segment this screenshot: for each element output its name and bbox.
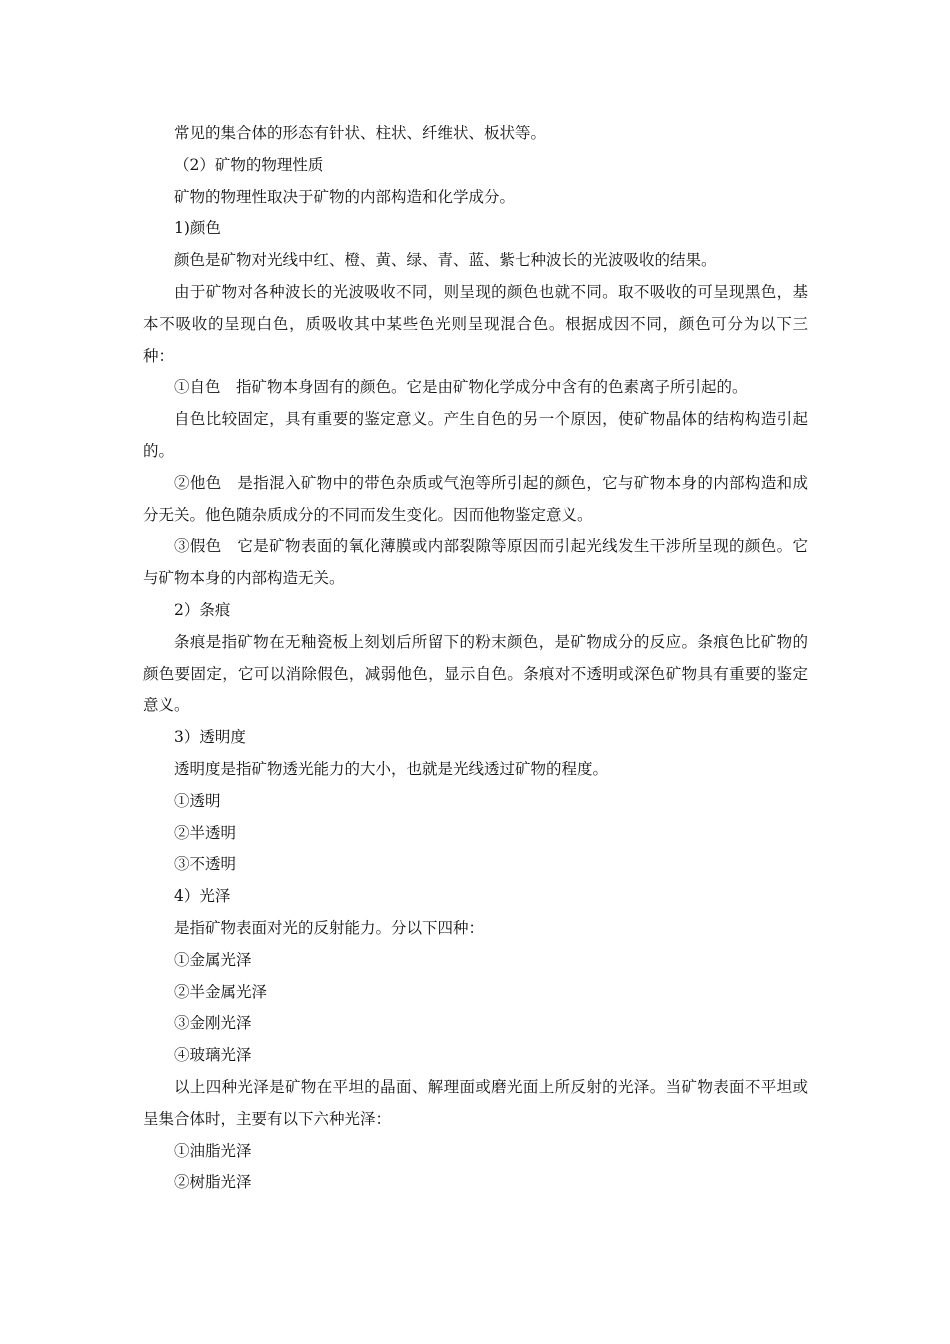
list-item-submetallic-luster: ②半金属光泽: [174, 982, 268, 1001]
list-item-greasy-luster: ①油脂光泽: [174, 1141, 252, 1160]
list-item-adamantine-luster: ③金刚光泽: [174, 1014, 252, 1033]
paragraph-luster-summary: 以上四种光泽是矿物在平坦的晶面、解理面或磨光面上所反射的光泽。当矿物表面不平坦或呈集合体时，主要有以下六种光泽：: [143, 1077, 808, 1128]
list-item-opaque: ③不透明: [174, 855, 237, 874]
heading-physical-properties: （2）矿物的物理性质: [174, 155, 324, 174]
heading-streak: 2）条痕: [174, 600, 231, 619]
item-pseudochromatic: ③假色 它是矿物表面的氧化薄膜或内部裂隙等原因而引起光线发生干涉所呈现的颜色。它与矿物本身的内部构造无关。: [143, 537, 808, 588]
paragraph-luster-definition: 是指矿物表面对光的反射能力。分以下四种：: [174, 918, 485, 937]
paragraph-aggregate-forms: 常见的集合体的形态有针状、柱状、纤维状、板状等。: [174, 124, 547, 142]
paragraph-color-absorption: 由于矿物对各种波长的光波吸收不同，则呈现的颜色也就不同。取不吸收的可呈现黑色，基本不吸收的呈现白色，质吸收其中某些色光则呈现混合色。根据成因不同，颜色可分为以下三种：: [143, 282, 808, 365]
document-page: [143, 118, 808, 1199]
paragraph-color-definition: 颜色是矿物对光线中红、橙、黄、绿、青、蓝、紫七种波长的光波吸收的结果。: [174, 251, 717, 270]
paragraph-idiochromatic-detail: 自色比较固定，具有重要的鉴定意义。产生自色的另一个原因，使矿物晶体的结构构造引起的。: [143, 410, 808, 460]
heading-transparency: 3）透明度: [174, 728, 246, 747]
paragraph-transparency-definition: 透明度是指矿物透光能力的大小，也就是光线透过矿物的程度。: [174, 759, 609, 778]
paragraph-streak-definition: 条痕是指矿物在无釉瓷板上刻划后所留下的粉末颜色，是矿物成分的反应。条痕色比矿物的颜色要固定，它可以消除假色，减弱他色，显示自色。条痕对不透明或深色矿物具有重要的鉴定意义。: [143, 632, 808, 715]
paragraph-physical-intro: 矿物的物理性取决于矿物的内部构造和化学成分。: [174, 187, 516, 206]
item-allochromatic: ②他色 是指混入矿物中的带色杂质或气泡等所引起的颜色，它与矿物本身的内部构造和成分无关。他色随杂质成分的不同而发生变化。因而他物鉴定意义。: [143, 473, 808, 524]
list-item-metallic-luster: ①金属光泽: [174, 950, 252, 969]
list-item-vitreous-luster: ④玻璃光泽: [174, 1046, 252, 1065]
list-item-translucent: ②半透明: [174, 823, 237, 842]
heading-color: 1)颜色: [174, 219, 221, 238]
item-idiochromatic: ①自色 指矿物本身固有的颜色。它是由矿物化学成分中含有的色素离子所引起的。: [174, 378, 748, 397]
list-item-transparent: ①透明: [174, 791, 221, 810]
heading-luster: 4）光泽: [174, 887, 231, 906]
list-item-resinous-luster: ②树脂光泽: [174, 1173, 252, 1192]
